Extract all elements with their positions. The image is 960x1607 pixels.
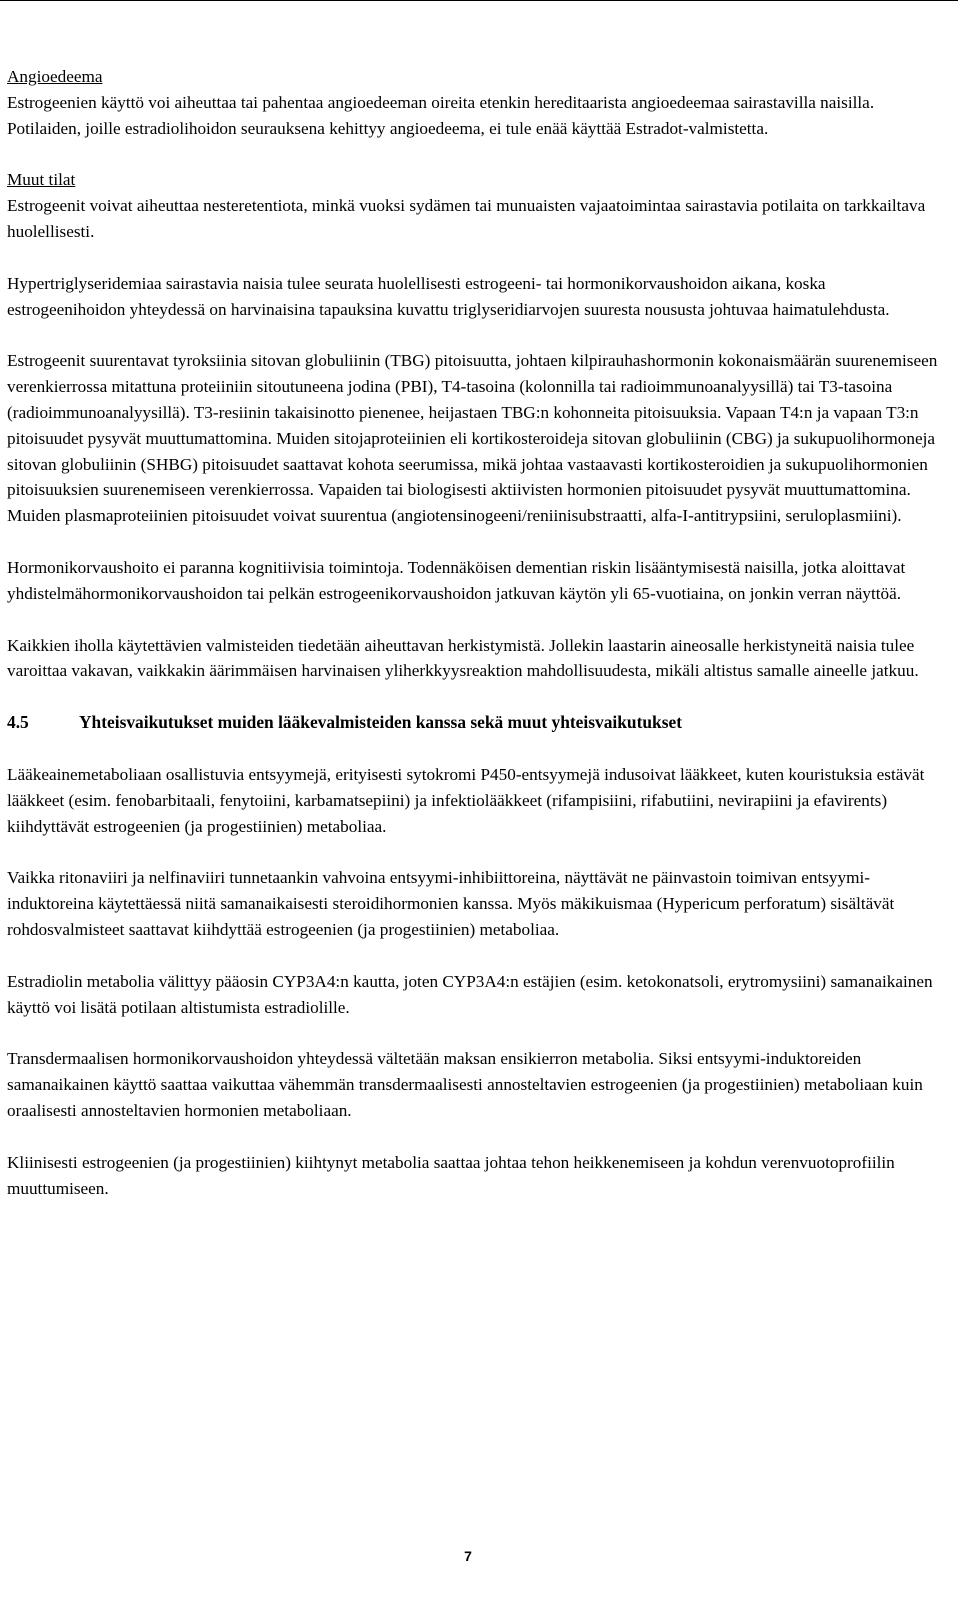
angioedema-heading: Angioedeema — [7, 67, 103, 86]
paragraph-enzyme-inducers — [7, 762, 942, 839]
muut-tilat-section — [7, 167, 942, 244]
page-number: 7 — [464, 1548, 472, 1564]
document-page — [7, 64, 942, 1227]
section-title: Yhteisvaikutukset muiden lääkevalmisteiden kanssa sekä muut yhteisvaikutukset — [79, 712, 682, 733]
paragraph-text: Kliinisesti estrogeenien (ja progestiinien) kiihtynyt metabolia saattaa johtaa tehon heikkenemiseen ja kohdun verenvuotoprofiilin muuttumiseen. — [7, 1152, 895, 1198]
muut-tilat-heading: Muut tilat — [7, 170, 76, 190]
paragraph-text: Vaikka ritonaviiri ja nelfinaviiri tunnetaankin vahvoina entsyymi-inhibiittoreina, näyttävät ne päinvastoin toimivan entsyymi-induktoreina käytettäessä niitä samanaikaisesti steroidihormonien kanssa. Myös mäkikuismaa (Hypericum perforatum) sisältävät rohdosvalmisteet saattavat kiihdyttää estrogeenien (ja progestiinien) metaboliaa. — [7, 868, 895, 939]
paragraph-cyp3a4 — [7, 969, 942, 1021]
paragraph-cognition — [7, 555, 942, 607]
paragraph-text: Estrogeenit suurentavat tyroksiinia sitovan globuliinin (TBG) pitoisuutta, johtaen kilpirauhashormonin kokonaismäärän suurenemiseen verenkierrossa mitattuna proteiiniin sitoutuneena jodina (PBI), T4-tasoina (kolonnilla tai radioimmunoanalyysillä) tai T3-tasoina (radioimmunoanalyysillä). T3-resiinin takaisinotto pienenee, heijastaen TBG:n kohonneita pitoisuuksia. Vapaan T4:n ja vapaan T3:n pitoisuudet pysyvät muuttumattomina. Muiden sitojaproteiinien eli kortikosteroideja sitovan globuliinin (CBG) ja sukupuolihormoneja sitovan globuliinin (SHBG) pitoisuudet saattavat kohota seerumissa, mikä johtaa vastaavasti kortikosteroidien ja sukupuolihormonien pitoisuuksien suurenemiseen verenkierrossa. Vapaiden tai biologisesti aktiivisten hormonien pitoisuudet pysyvät muuttumattomina. Muiden plasmaproteiinien pitoisuudet voivat suurentua (angiotensinogeeni/reniinisubstraatti, alfa-I-antitrypsiini, seruloplasmiini). — [7, 351, 938, 526]
paragraph-text: Lääkeainemetaboliaan osallistuvia entsyymejä, erityisesti sytokromi P450-entsyymejä indusoivat lääkkeet, kuten kouristuksia estävät lääkkeet (esim. fenobarbitaali, fenytoiini, karbamatsepiini) ja infektiolääkkeet (rifampisiini, rifabutiini, nevirapiini ja efavirents) kiihdyttävät estrogeenien (ja progestiinien) metaboliaa. — [7, 764, 925, 836]
paragraph-text: Estradiolin metabolia välittyy pääosin CYP3A4:n kautta, joten CYP3A4:n estäjien (esim. ketokonatsoli, erytromysiini) samanaikainen käyttö voi lisätä potilaan altistumista estradiolille. — [7, 971, 933, 1017]
angioedema-section — [7, 64, 942, 141]
paragraph-thyroid — [7, 348, 942, 529]
paragraph-sensitization — [7, 633, 942, 685]
paragraph-clinical — [7, 1150, 942, 1202]
muut-tilat-text: Estrogeenit voivat aiheuttaa nesteretentiota, minkä vuoksi sydämen tai munuaisten vajaatoimintaa sairastavia potilaita on tarkkailtava huolellisesti. — [7, 196, 926, 241]
paragraph-text: Kaikkien iholla käytettävien valmisteiden tiedetään aiheuttavan herkistymistä. Jollekin laastarin aineosalle herkistyneitä naisia tulee varoittaa vakavan, vaikkakin äärimmäisen harvinaisen yliherkkyysreaktion mahdollisuudesta, mikäli altistus samalle aineelle jatkuu. — [7, 635, 919, 681]
section-4-5-heading — [7, 710, 942, 736]
angioedema-line-2: Potilaiden, joille estradiolihoidon seurauksena kehittyy angioedeema, ei tule enää käyttää Estradot-valmistetta. — [7, 118, 769, 138]
paragraph-text: Hypertriglyseridemiaa sairastavia naisia tulee seurata huolellisesti estrogeeni- tai hormonikorvaushoidon aikana, koska estrogeenihoidon yhteydessä on harvinaisina tapauksina kuvattu triglyseridiarvojen suuresta noususta johtuvaa haimatulehdusta. — [7, 273, 890, 319]
paragraph-text: Hormonikorvaushoito ei paranna kognitiivisia toimintoja. Todennäköisen dementian riskin lisääntymisestä naisilla, jotka aloittavat yhdistelmähormonikorvaushoidon tai pelkän estrogeenikorvaushoidon jatkuvan käytön yli 65-vuotiaina, on jonkin verran näyttöä. — [7, 557, 906, 603]
paragraph-ritonavir — [7, 865, 942, 942]
paragraph-text: Transdermaalisen hormonikorvaushoidon yhteydessä vältetään maksan ensikierron metabolia. Siksi entsyymi-induktoreiden samanaikainen käyttö saattaa vaikuttaa vähemmän transdermaalisesti annosteltavien estrogeenien (ja progestiinien) metaboliaan kuin oraalisesti annosteltavien hormonien metaboliaan. — [7, 1049, 923, 1120]
section-number: 4.5 — [7, 712, 29, 733]
paragraph-transdermal — [7, 1046, 942, 1123]
angioedema-line-1: Estrogeenien käyttö voi aiheuttaa tai pahentaa angioedeeman oireita etenkin hereditaarista angioedeemaa sairastavilla naisilla. — [7, 92, 875, 112]
paragraph-hypertriglyseridemia — [7, 271, 942, 323]
top-rule — [0, 0, 958, 1]
